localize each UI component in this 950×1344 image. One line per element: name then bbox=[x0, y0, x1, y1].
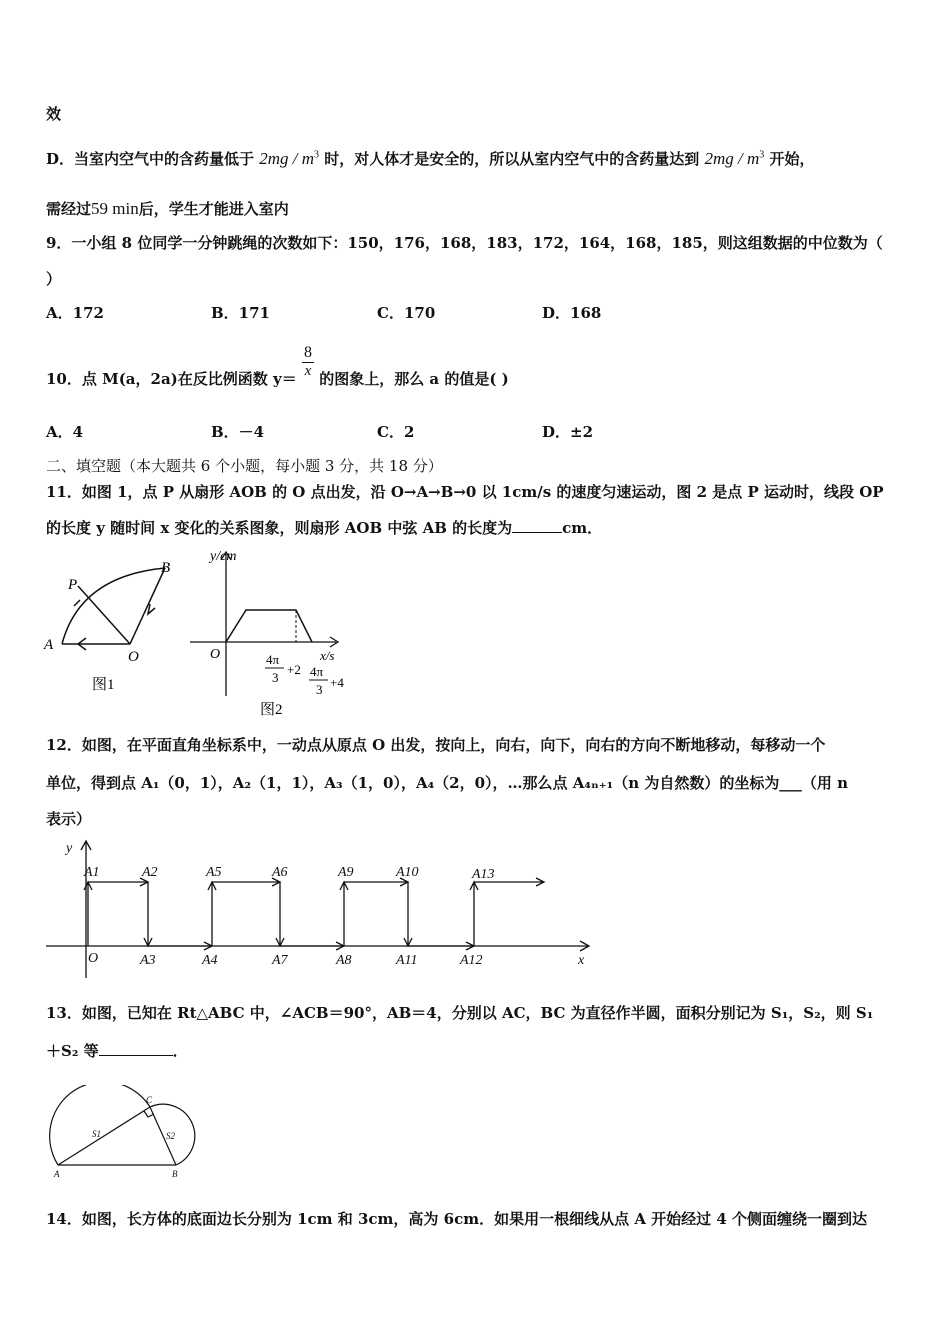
svg-text:A8: A8 bbox=[336, 953, 352, 968]
figure-12 bbox=[40, 838, 600, 978]
figure-11-graph bbox=[190, 549, 344, 718]
svg-text:4π: 4π bbox=[310, 664, 324, 679]
q10-option-d: D．±2 bbox=[542, 423, 594, 441]
caption-fig1: 图1 bbox=[92, 677, 115, 693]
graph-origin: O bbox=[210, 647, 221, 662]
graph-y-label: y/cm bbox=[210, 549, 237, 564]
fig13-label-b: B bbox=[172, 1169, 178, 1179]
question-12-line-3: 表示） bbox=[46, 810, 92, 828]
svg-text:3: 3 bbox=[272, 670, 279, 685]
fig12-y-label: y bbox=[66, 841, 73, 856]
svg-text:A7: A7 bbox=[272, 953, 288, 968]
concentration-unit-2: $2mg / m^3$ bbox=[704, 149, 765, 168]
fraction-8-over-x: $\frac{8}{x}$ bbox=[303, 344, 312, 379]
continued-text: 效 bbox=[46, 105, 62, 123]
svg-text:A10: A10 bbox=[396, 865, 419, 880]
question-10: 10．点 M(a，2a)在反比例函数 y＝ $\frac{8}{x}$ 的图象上，那么 a 的值是( ) bbox=[46, 344, 509, 388]
section-2-heading: 二、填空题（本大题共 6 个小题，每小题 3 分，共 18 分） bbox=[46, 457, 443, 475]
figure-11-sector bbox=[43, 560, 170, 693]
figure-13 bbox=[46, 1085, 226, 1185]
q9-option-c: C．170 bbox=[377, 304, 436, 322]
question-12-line-2: 单位，得到点 A₁（0，1），A₂（1，1），A₃（1，0），A₄（2，0），…那么点 A₄ₙ₊₁（n 为自然数）的坐标为___（用 n bbox=[46, 774, 849, 792]
q9-option-b: B．171 bbox=[211, 304, 270, 322]
option-d-prefix: D．当室内空气中的含药量低于 bbox=[46, 150, 255, 168]
figure-11 bbox=[40, 548, 360, 720]
label-p: P bbox=[68, 577, 78, 593]
answer-blank-11 bbox=[512, 518, 562, 533]
answer-blank-13 bbox=[99, 1041, 173, 1056]
fig13-label-a: A bbox=[54, 1169, 60, 1179]
svg-text:A2: A2 bbox=[142, 865, 158, 880]
svg-text:3: 3 bbox=[316, 682, 323, 697]
option-d-line-2: 需经过59 min后，学生才能进入室内 bbox=[46, 199, 289, 218]
svg-text:A1: A1 bbox=[84, 865, 100, 880]
concentration-unit-1: $2mg / m^3$ bbox=[259, 149, 320, 168]
fig12-origin: O bbox=[88, 951, 99, 966]
svg-text:A5: A5 bbox=[206, 865, 222, 880]
svg-text:A11: A11 bbox=[396, 953, 418, 968]
q10-option-c: C．2 bbox=[377, 423, 415, 441]
q9-option-d: D．168 bbox=[542, 304, 602, 322]
fig13-label-s1: S1 bbox=[92, 1129, 101, 1139]
fig13-label-c: C bbox=[146, 1095, 153, 1105]
question-9-close: ） bbox=[46, 270, 62, 288]
q10-option-b: B．－4 bbox=[211, 423, 265, 441]
label-b: B bbox=[161, 560, 171, 576]
svg-text:4π: 4π bbox=[266, 652, 280, 667]
svg-text:A4: A4 bbox=[202, 953, 218, 968]
svg-text:+2: +2 bbox=[287, 662, 301, 677]
option-d-end: 开始， bbox=[769, 150, 815, 168]
option-d-middle: 时，对人体才是安全的，所以从室内空气中的含药量达到 bbox=[324, 150, 700, 168]
option-d-line bbox=[46, 148, 815, 169]
question-11-line-1: 11．如图 1，点 P 从扇形 AOB 的 O 点出发，沿 O→A→B→0 以 1cm/s 的速度匀速运动，图 2 是点 P 运动时，线段 OP bbox=[46, 483, 884, 501]
question-13-line-1: 13．如图，已知在 Rt△ABC 中，∠ACB＝90°，AB＝4，分别以 AC，BC 为直径作半圆，面积分别记为 S₁，S₂，则 S₁ bbox=[46, 1004, 874, 1022]
q10-option-a: A．4 bbox=[46, 423, 84, 441]
label-a: A bbox=[44, 637, 54, 653]
graph-x-label: x/s bbox=[320, 648, 335, 663]
svg-text:A3: A3 bbox=[140, 953, 156, 968]
label-o: O bbox=[128, 649, 139, 665]
question-12-line-1: 12．如图，在平面直角坐标系中，一动点从原点 O 出发，按向上，向右，向下，向右的方向不断地移动，每移动一个 bbox=[46, 736, 826, 754]
question-14-line-1: 14．如图，长方体的底面边长分别为 1cm 和 3cm，高为 6cm．如果用一根细线从点 A 开始经过 4 个侧面缠绕一圈到达 bbox=[46, 1210, 868, 1228]
question-11-line-2: 的长度 y 随时间 x 变化的关系图象，则扇形 AOB 中弦 AB 的长度为 cm． bbox=[46, 519, 603, 537]
caption-fig2: 图2 bbox=[260, 702, 283, 718]
svg-text:A9: A9 bbox=[338, 865, 354, 880]
fig13-label-s2: S2 bbox=[166, 1131, 175, 1141]
q9-option-a: A．172 bbox=[46, 304, 104, 322]
svg-text:+4: +4 bbox=[330, 675, 344, 690]
svg-text:A12: A12 bbox=[460, 953, 483, 968]
fig12-x-label: x bbox=[578, 953, 585, 968]
svg-text:A13: A13 bbox=[472, 867, 495, 882]
question-9: 9．一小组 8 位同学一分钟跳绳的次数如下：150，176，168，183，172，164，168，185，则这组数据的中位数为（ bbox=[46, 234, 883, 252]
time-value: 59 min bbox=[91, 199, 139, 218]
question-13-line-2: ＋S₂ 等 ． bbox=[46, 1042, 188, 1060]
svg-text:A6: A6 bbox=[272, 865, 288, 880]
